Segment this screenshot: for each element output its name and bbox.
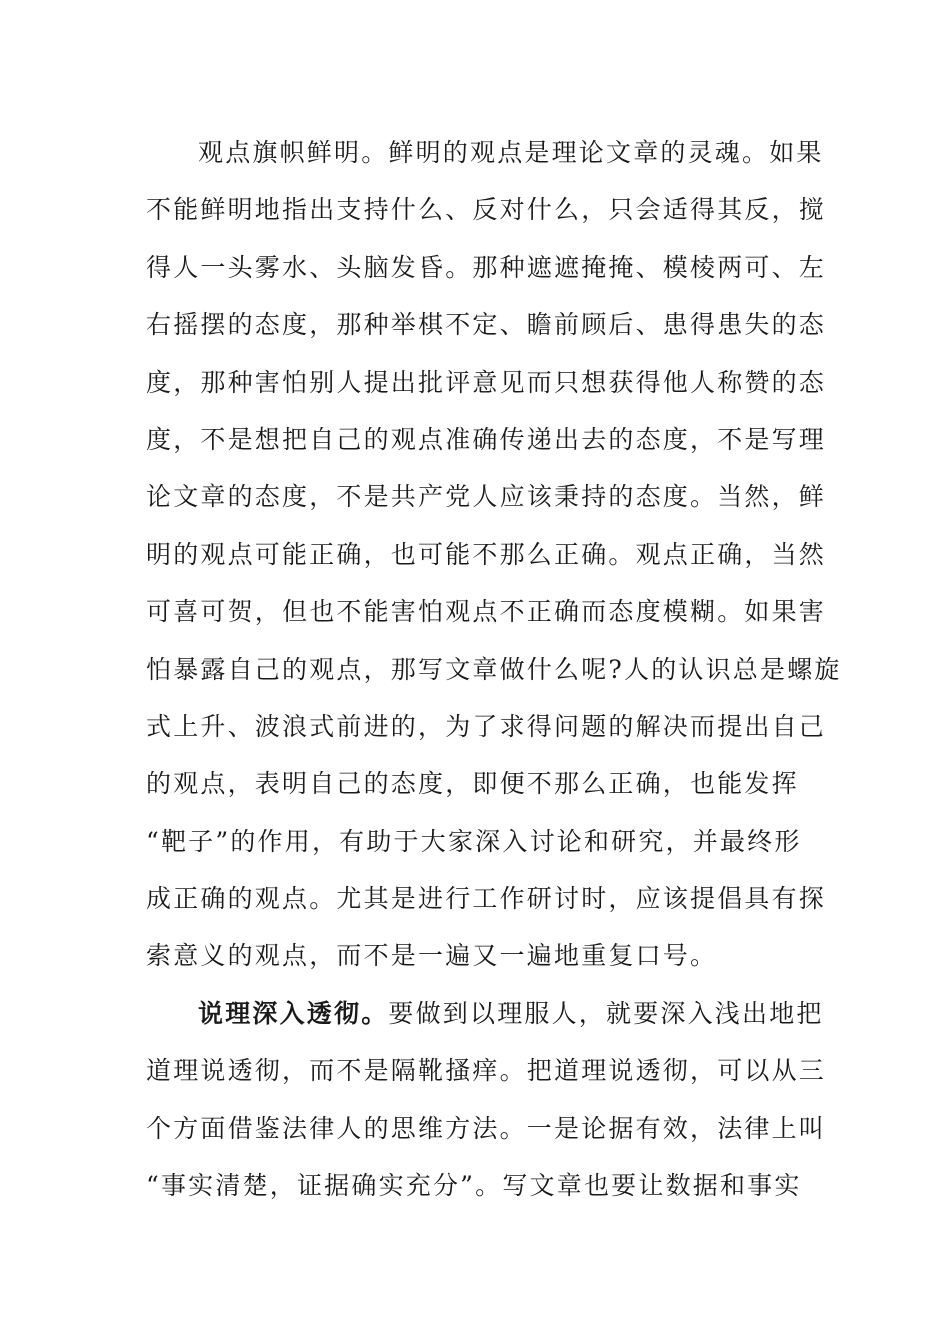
paragraph-heading: 说理深入透彻。: [198, 998, 389, 1028]
text-line: 明的观点可能正确，也可能不那么正确。观点正确，当然: [146, 539, 827, 569]
paragraph-reasoning: [146, 985, 827, 1215]
body-text: [146, 124, 842, 1214]
text-line: 度，那种害怕别人提出批评意见而只想获得他人称赞的态: [146, 367, 827, 397]
text-line: 索意义的观点，而不是一遍又一遍地重复口号。: [146, 941, 718, 971]
text-line: 道理说透彻，而不是隔靴搔痒。把道理说透彻，可以从三: [146, 1056, 827, 1086]
paragraph-viewpoint: [146, 124, 842, 985]
text-line: “靶子”的作用，有助于大家深入讨论和研究，并最终形: [146, 826, 802, 856]
text-line: 度，不是想把自己的观点准确传递出去的态度，不是写理: [146, 424, 827, 454]
text-line: 的观点，表明自己的态度，即便不那么正确，也能发挥: [146, 769, 799, 799]
text-line: 右摇摆的态度，那种举棋不定、瞻前顾后、患得患失的态: [146, 310, 827, 340]
text-line: 得人一头雾水、头脑发昏。那种遮遮掩掩、模棱两可、左: [146, 252, 827, 282]
text-line: 成正确的观点。尤其是进行工作研讨时，应该提倡具有探: [146, 884, 827, 914]
text-line: 论文章的态度，不是共产党人应该秉持的态度。当然，鲜: [146, 482, 827, 512]
text-line: 怕暴露自己的观点，那写文章做什么呢?人的认识总是螺旋: [146, 654, 842, 684]
text-line: 不能鲜明地指出支持什么、反对什么，只会适得其反，搅: [146, 195, 827, 225]
text-line: 个方面借鉴法律人的思维方法。一是论据有效，法律上叫: [146, 1113, 827, 1143]
text-line: 式上升、波浪式前进的，为了求得问题的解决而提出自己: [146, 711, 827, 741]
text-line: [146, 985, 824, 1042]
text-line: 可喜可贺，但也不能害怕观点不正确而态度模糊。如果害: [146, 597, 827, 627]
text-line: “事实清楚，证据确实充分”。写文章也要让数据和事实: [146, 1171, 802, 1201]
heading-continuation: 要做到以理服人，就要深入浅出地把: [388, 998, 824, 1028]
text-line: 观点旗帜鲜明。鲜明的观点是理论文章的灵魂。如果: [198, 138, 824, 167]
